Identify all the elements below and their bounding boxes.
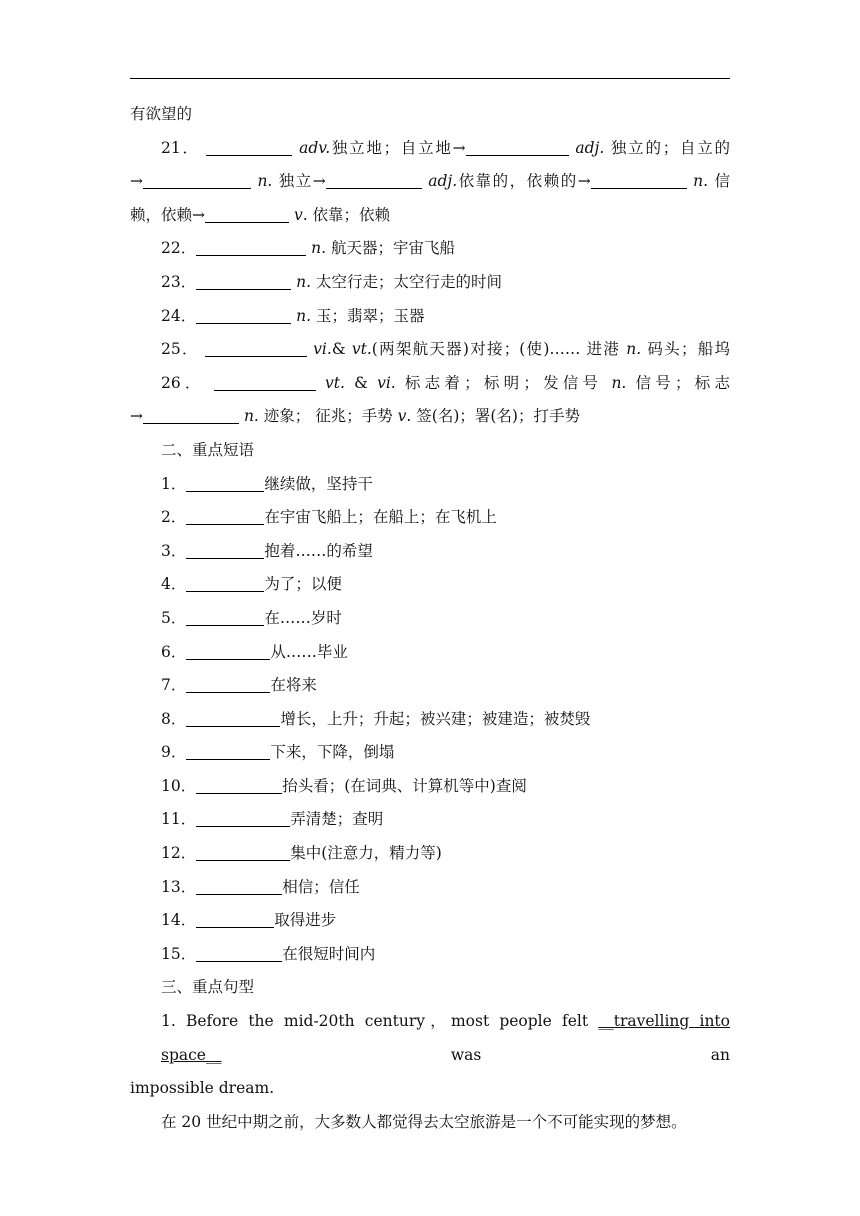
pos-label: n — [693, 172, 704, 191]
sentence-item-1-translation: 在 20 世纪中期之前，大多数人都觉得去太空旅游是一个不可能实现的梦想。 — [161, 1112, 687, 1131]
pos-label: vi. — [377, 373, 396, 392]
phrase-item — [130, 636, 730, 670]
conjunction: & — [344, 373, 378, 392]
answer-blank[interactable] — [196, 777, 282, 794]
vocab-continuation: 有欲望的 — [130, 105, 193, 123]
sentence-item-1-line2: impossible dream. — [130, 1079, 275, 1098]
answer-blank[interactable] — [196, 239, 306, 256]
item-number: 11． — [161, 810, 197, 829]
definition: 独立的；自立的 — [604, 138, 730, 157]
answer-blank[interactable] — [196, 878, 282, 895]
phrase-item — [130, 904, 730, 938]
phrase-meaning: 为了；以便 — [264, 575, 342, 594]
answer-blank[interactable] — [143, 172, 251, 189]
answer-blank[interactable] — [186, 643, 270, 660]
phrase-item — [130, 770, 730, 804]
definition: 迹象； 征兆；手势 — [258, 407, 398, 426]
item-number: 23． — [161, 272, 197, 291]
item-number: 6． — [161, 642, 187, 661]
definition: 玉；翡翠；玉器 — [311, 306, 425, 325]
answer-blank[interactable] — [196, 810, 290, 827]
pos-label: n. — [611, 373, 627, 392]
vocab-item-22 — [130, 232, 730, 266]
header-rule — [130, 78, 730, 79]
phrase-meaning: 抱着……的希望 — [264, 541, 373, 560]
definition: 码头；船坞 — [641, 340, 730, 359]
definition: 航天器；宇宙飞船 — [326, 239, 456, 258]
sentence-answer: __travelling into space__ — [161, 1012, 730, 1064]
definition: 依靠的，依赖的→ — [457, 172, 591, 191]
phrase-meaning: 下来，下降，倒塌 — [270, 743, 395, 762]
item-number: 21． — [161, 138, 200, 157]
pos-label: vi. — [313, 340, 332, 359]
phrase-item — [130, 468, 730, 502]
answer-blank[interactable] — [196, 945, 282, 962]
item-number: 1． — [161, 474, 187, 493]
vocab-item-23 — [130, 266, 730, 300]
phrase-item — [130, 703, 730, 737]
pos-label: n. — [311, 239, 327, 258]
item-number: 9． — [161, 743, 187, 762]
pos-label: n — [257, 172, 268, 191]
answer-blank[interactable] — [591, 172, 687, 189]
vocab-item-26-line2 — [130, 400, 730, 434]
phrase-meaning: 相信；信任 — [282, 877, 360, 896]
answer-blank[interactable] — [186, 743, 270, 760]
answer-blank[interactable] — [205, 206, 289, 223]
vocab-item-21-line2 — [130, 165, 730, 199]
definition: 信号；标志 — [626, 373, 730, 392]
item-number: 10． — [161, 776, 197, 795]
section-heading-phrases: 二、重点短语 — [161, 440, 255, 459]
pos-label: n. — [296, 272, 312, 291]
item-number: 25． — [161, 340, 199, 359]
phrase-item — [130, 602, 730, 636]
vocab-item-25 — [130, 333, 730, 367]
answer-blank[interactable] — [466, 139, 569, 156]
answer-blank[interactable] — [186, 508, 264, 525]
phrase-meaning: 在将来 — [270, 676, 317, 695]
item-number: 14． — [161, 911, 197, 930]
phrase-meaning: 在……岁时 — [264, 608, 342, 627]
phrase-item — [130, 669, 730, 703]
phrase-item — [130, 837, 730, 871]
phrase-item — [130, 938, 730, 972]
item-number: 22． — [161, 239, 197, 258]
phrase-item — [130, 535, 730, 569]
item-number: 15． — [161, 944, 197, 963]
item-number: 4． — [161, 575, 187, 594]
item-number: 3． — [161, 541, 187, 560]
item-number: 5． — [161, 608, 187, 627]
pos-label: vt. — [325, 373, 345, 392]
answer-blank[interactable] — [206, 139, 292, 156]
phrase-meaning: 弄清楚；查明 — [290, 810, 384, 829]
answer-blank[interactable] — [196, 911, 274, 928]
pos-label: vt. — [351, 340, 372, 359]
arrow: → — [130, 407, 143, 426]
phrase-meaning: 在宇宙飞船上；在船上；在飞机上 — [264, 508, 497, 527]
definition: (两架航天器)对接；(使)…… 进港 — [371, 340, 627, 359]
definition: 标志着；标明；发信号 — [395, 373, 612, 392]
phrase-item — [130, 501, 730, 535]
section-heading-sentences: 三、重点句型 — [161, 978, 255, 997]
answer-blank[interactable] — [143, 407, 239, 424]
answer-blank[interactable] — [214, 374, 316, 391]
definition: 太空行走；太空行走的时间 — [311, 272, 503, 291]
pos-label: n. — [296, 306, 312, 325]
phrase-item — [130, 736, 730, 770]
sentence-text: was an — [221, 1045, 730, 1064]
item-number: 26． — [161, 373, 205, 392]
answer-blank[interactable] — [186, 542, 264, 559]
definition: 赖，依赖→ — [130, 205, 205, 224]
phrase-meaning: 抬头看；(在词典、计算机等中)查阅 — [282, 776, 527, 795]
phrase-meaning: 增长，上升；升起；被兴建；被建造；被焚毁 — [280, 709, 591, 728]
answer-blank[interactable] — [186, 609, 264, 626]
definition: . 信 — [703, 172, 730, 191]
answer-blank[interactable] — [196, 844, 290, 861]
vocab-item-21-line3 — [130, 199, 730, 233]
phrase-meaning: 从……毕业 — [270, 642, 348, 661]
definition: . 签(名)；署(名)；打手势 — [406, 407, 580, 426]
answer-blank[interactable] — [205, 340, 307, 357]
phrase-meaning: 集中(注意力，精力等) — [290, 844, 442, 863]
answer-blank[interactable] — [186, 575, 264, 592]
item-number: 8． — [161, 709, 187, 728]
vocab-item-21-line1 — [130, 132, 730, 166]
answer-blank[interactable] — [196, 307, 291, 324]
item-number: 12． — [161, 844, 197, 863]
phrase-item — [130, 871, 730, 905]
vocab-item-26-line1 — [130, 367, 730, 401]
arrow: → — [130, 172, 143, 191]
item-number: 13． — [161, 877, 197, 896]
pos-label: v — [397, 407, 407, 426]
phrase-item — [130, 803, 730, 837]
phrase-meaning: 继续做，坚持干 — [264, 474, 373, 493]
sentence-item-1-line1 — [130, 1005, 730, 1072]
answer-blank[interactable] — [186, 676, 270, 693]
answer-blank[interactable] — [196, 273, 291, 290]
pos-label: adj. — [428, 172, 458, 191]
item-number: 7． — [161, 676, 187, 695]
pos-label: n. — [243, 407, 259, 426]
answer-blank[interactable] — [186, 710, 280, 727]
pos-label: v — [293, 205, 303, 224]
item-number: 2． — [161, 508, 187, 527]
page-content — [130, 98, 730, 1139]
pos-label: n. — [626, 340, 642, 359]
phrase-item — [130, 568, 730, 602]
definition: 独立地；自立地→ — [330, 138, 466, 157]
pos-label: adj. — [575, 138, 605, 157]
conjunction: & — [331, 340, 352, 359]
item-number: 24． — [161, 306, 197, 325]
vocab-item-24 — [130, 300, 730, 334]
definition: . 独立→ — [267, 172, 326, 191]
answer-blank[interactable] — [186, 475, 264, 492]
phrase-meaning: 取得进步 — [274, 911, 337, 930]
answer-blank[interactable] — [326, 172, 422, 189]
pos-label: adv. — [299, 138, 331, 157]
sentence-text: 1. Before the mid-20th century，most people felt — [161, 1012, 599, 1031]
phrase-meaning: 在很短时间内 — [282, 944, 376, 963]
definition: . 依靠；依赖 — [302, 205, 391, 224]
